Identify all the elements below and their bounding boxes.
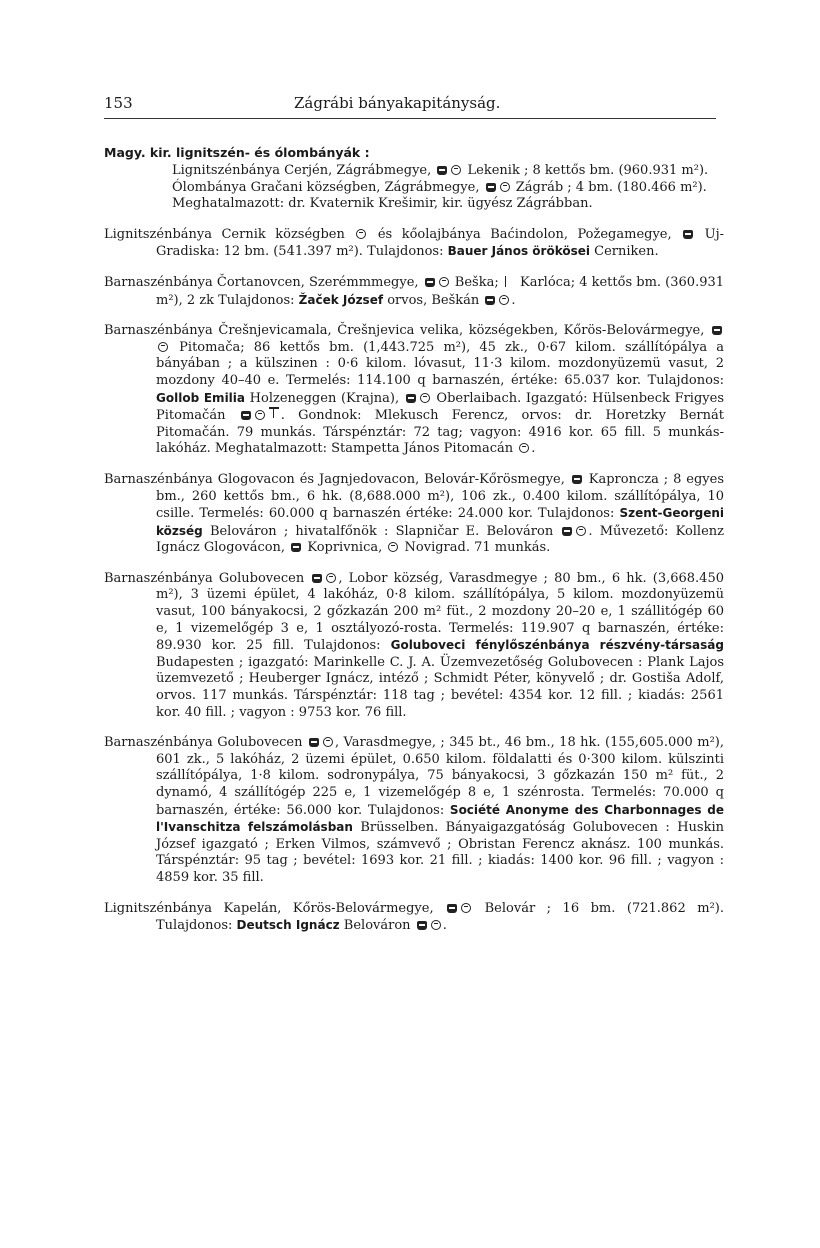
page-header [104,92,724,114]
mine-entry: Lignitszénbánya Cernik községben és kőolajbánya Baćindolon, Požegamegye, Uj-Gradiska: 12 bm. (541.397 m²). Tulajdonos: Bauer János örökösei Cerniken. [104,226,724,260]
railway-station-icon [562,527,572,536]
railway-station-icon [312,574,322,583]
post-office-icon [323,737,333,747]
railway-station-icon [437,166,447,175]
owner-name: Golubovecі fénylőszénbánya részvény-társaság [390,638,724,653]
post-office-icon [158,342,168,352]
railway-station-icon [712,326,722,335]
post-office-icon [388,542,398,552]
mine-entry: Barnaszénbánya Golubovecen , Lobor község, Varasdmegye ; 80 bm., 6 hk. (3,668.450 m²), 3 üzemi épület, 4 lakóház, 0·8 kilom. szállítópálya, 5 kilom. mozdonyüzemü vasut, 100 bányakocsi, 2 gőzkazán 200 m² füt., 2 mozdony 20–20 e, 1 szállitógép 60 e, 1 vizemelőgép 3 e, 1 osztályozó-rosta. Termelés: 119.907 q barnaszén, értéke: 89.930 kor. 25 fill. Tulajdonos: Golubovecі fénylőszénbánya részvény-társaság Budapesten ; igazgató: Marinkelle C. J. A. Üzemvezetőség Golubovecen : Plank Lajos üzemvezető ; Heuberger Ignácz, intéző ; Schmidt Péter, könyvelő ; dr. Gostiša Adolf, orvos. 117 munkás. Társpénztár: 118 tag ; bevétel: 4354 kor. 12 fill. ; kiadás: 2561 kor. 40 fill. ; vagyon : 9753 kor. 76 fill. [104,570,724,720]
owner-name: Société Anonyme des Charbonnages de l'Ivanschitza felszámolásban [156,802,724,835]
mine-entry: Barnaszénbánya Čortanovcen, Szerémmmegye, Beška; Karlóca; 4 kettős bm. (360.931 m²), 2 zk Tulajdonos: Žaček József orvos, Beškán . [104,274,725,308]
mine-entry: Barnaszénbánya Golubovecen , Varasdmegye, ; 345 bt., 46 bm., 18 hk. (155,605.000 m²), 601 zk., 5 lakóház, 2 üzemi épület, 0.650 kilom. földalatti és 0·300 kilom. külszinti szállítópálya, 1·8 kilom. sodronypálya, 75 bányakocsi, 3 gőzkazán 150 m² füt., 2 dynamó, 4 szállítógép 225 e, 1 vizemelőgép 8 e, 1 szénrosta. Termelés: 70.000 q barnaszén, értéke: 56.000 kor. Tulajdonos: Société Anonyme des Charbonnages de l'Ivanschitza felszámolásban Brüsselben. Bányaigazgatóság Golubovecen : Huskin József igazgató ; Erken Vilmos, számvevő ; Obristan Ferencz aknász. 100 munkás. Társpénztár: 95 tag ; bevétel: 1693 kor. 21 fill. ; kiadás: 1400 kor. 96 fill. ; vagyon : 4859 kor. 35 fill. [104,735,724,885]
post-office-icon [420,393,430,403]
post-office-icon [519,443,529,453]
post-office-icon [451,165,461,175]
section-title: Magy. kir. lignitszén- és ólombányák : [104,145,370,160]
railway-station-icon [486,183,496,192]
railway-station-icon [485,296,495,305]
post-office-icon [576,526,586,536]
railway-station-icon [572,475,582,484]
telegraph-icon [269,407,279,420]
page-number: 153 [104,94,133,112]
document-page [104,92,724,949]
mine-entry: Barnaszénbánya Glogovacon és Jagnjedovacon, Belovár-Kőrösmegye, Kaproncza ; 8 egyes bm., 260 kettős bm., 6 hk. (8,688.000 m²), 106 zk., 0.400 kilom. szállítópálya, 10 csille. Termelés: 60.000 q barnaszén értéke: 24.000 kor. Tulajdonos: Szent-Georgeni község Belováron ; hivatalfőnök : Slapničar E. Belováron . Művezető: Kollenz Ignácz Glogovácon, Koprivnica, Novigrad. 71 munkás. [104,471,724,556]
railway-station-icon [291,543,301,552]
post-office-icon [356,229,366,239]
owner-name: Szent-Georgeni község [156,506,724,538]
mine-entry: Lignitszénbánya Kapelán, Kőrös-Belovármegye, Belovár ; 16 bm. (721.862 m²). Tulajdonos: Deutsch Ignácz Belováron . [104,900,724,934]
post-office-icon [326,573,336,583]
railway-station-icon [417,921,427,930]
post-office-icon [431,920,441,930]
railway-station-icon [309,738,319,747]
owner-name: Gollob Emilia [156,390,246,405]
state-mine-2: Ólombánya Gračani községben, Zágrábmegye, Zágráb ; 4 bm. (180.466 m²). [172,179,707,195]
railway-station-icon [406,394,416,403]
owner-name: Deutsch Ignácz [236,918,340,933]
post-office-icon [499,295,509,305]
running-title: Zágrábi bányakapitányság. [294,94,501,112]
anchor-icon [505,276,514,287]
railway-station-icon [683,230,693,239]
state-mine-agent: Meghatalmazott: dr. Kvaternik Krešimir, kir. ügyész Zágrábban. [172,196,593,212]
post-office-icon [255,410,265,420]
railway-station-icon [241,411,251,420]
post-office-icon [500,182,510,192]
mine-entry: Barnaszénbánya Črešnjevicamala, Črešnjevica velika, községekben, Kőrös-Belovármegye, Pitomača; 86 kettős bm. (1,443.725 m²), 45 zk., 0·67 kilom. szállítópálya a bányában ; a külszinen : 0·6 kilom. lóvasut, 11·3 kilom. mozdonyüzemü vasut, 2 mozdony 40–40 e. Termelés: 114.100 q barnaszén, értéke: 65.037 kor. Tulajdonos: Gollob Emilia Holzeneggen (Krajna), Oberlaibach. Igazgató: Hülsenbeck Frigyes Pitomačán . Gondnok: Mlekusch Ferencz, orvos: dr. Horetzky Bernát Pitomačán. 79 munkás. Társpénztár: 72 tag; vagyon: 4916 kor. 65 fill. 5 munkás-lakóház. Meghatalmazott: Stampetta János Pitomacán . [104,323,724,457]
header-rule [104,118,716,119]
state-mine-1: Lignitszénbánya Cerjén, Zágrábmegye, Lekenik ; 8 kettős bm. (960.931 m²). [172,163,709,178]
post-office-icon [439,277,449,287]
state-mines-entry [104,163,724,213]
railway-station-icon [447,904,457,913]
owner-name: Žaček József [298,292,384,307]
owner-name: Bauer János örökösei [447,244,590,259]
railway-station-icon [425,278,435,287]
post-office-icon [461,903,471,913]
